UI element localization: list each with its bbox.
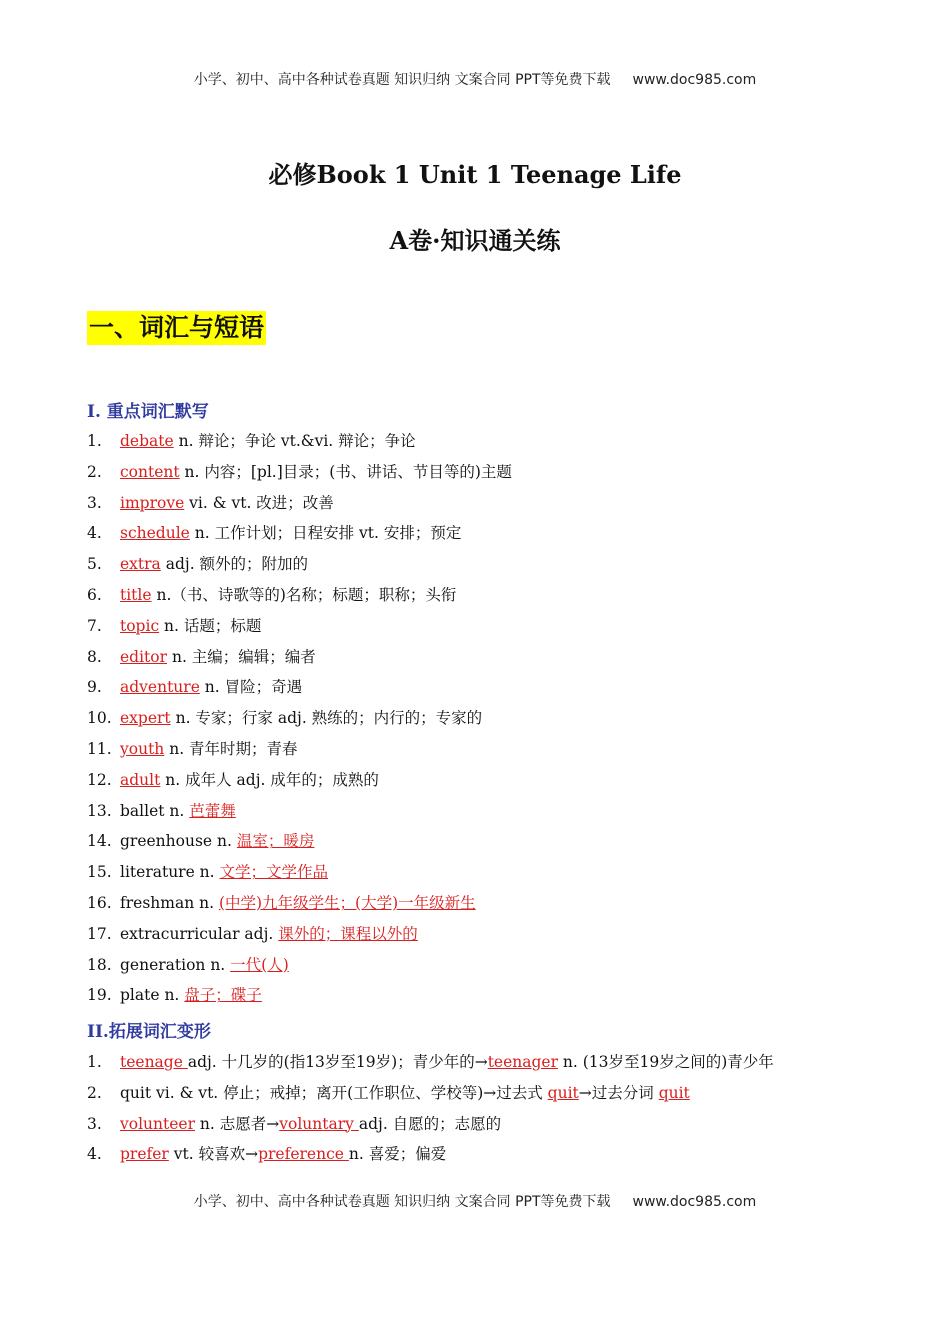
page-footer	[0, 1191, 950, 1211]
list-item	[87, 488, 512, 519]
page-header	[0, 69, 950, 89]
item-number: 8.	[87, 647, 102, 666]
item-text: n. (13岁至19岁之间的)青少年	[558, 1053, 774, 1071]
item-prompt: ballet n.	[120, 801, 190, 820]
list-item	[87, 518, 512, 549]
item-definition: n. 辩论；争论 vt.&vi. 辩论；争论	[173, 432, 416, 450]
item-text: vt. 较喜欢→	[168, 1145, 259, 1164]
item-number: 12.	[87, 770, 112, 789]
item-answer: improve	[120, 493, 185, 512]
item-definition: n. 专家；行家 adj. 熟练的；内行的；专家的	[170, 709, 483, 728]
item-number: 15.	[87, 863, 112, 882]
list-item	[87, 1139, 774, 1170]
part1-heading: I. 重点词汇默写	[87, 402, 209, 422]
item-definition: adj. 额外的；附加的	[160, 555, 309, 574]
item-definition: n. 冒险；奇遇	[199, 678, 303, 697]
list-item	[87, 734, 512, 765]
item-answer: editor	[120, 647, 168, 666]
item-answer: quit	[547, 1083, 579, 1102]
list-item	[87, 549, 512, 580]
item-number: 16.	[87, 893, 112, 912]
item-answer: topic	[120, 616, 160, 635]
item-answer: debate	[120, 432, 174, 450]
list-item	[87, 826, 512, 857]
section-heading: 一、词汇与短语	[87, 311, 266, 345]
item-answer: extra	[120, 555, 161, 574]
item-text: adj. 十几岁的(指13岁至19岁)；青少年的→	[187, 1053, 488, 1071]
page-subtitle: A卷·知识通关练	[389, 226, 561, 255]
list-item	[87, 888, 512, 919]
item-definition: n.（书、诗歌等的)名称；标题；职称；头衔	[151, 585, 457, 604]
item-definition: vi. & vt. 改进；改善	[184, 493, 334, 512]
item-number: 4.	[87, 524, 102, 543]
item-prompt: generation n.	[120, 955, 231, 974]
item-answer: volunteer	[120, 1114, 195, 1133]
item-answer: title	[120, 585, 152, 604]
part2-heading: II.拓展词汇变形	[87, 1022, 211, 1042]
item-number: 6.	[87, 585, 102, 604]
item-answer: preference	[258, 1145, 349, 1164]
item-prompt: freshman n.	[120, 893, 219, 912]
list-item	[87, 950, 512, 981]
item-answer: teenager	[487, 1053, 558, 1071]
item-answer: youth	[120, 739, 165, 758]
item-prompt: greenhouse n.	[120, 832, 237, 851]
item-number: 2.	[87, 462, 102, 481]
item-answer: 一代(人)	[230, 955, 289, 974]
item-definition: n. 青年时期；青春	[164, 739, 298, 758]
item-number: 9.	[87, 678, 102, 697]
list-item	[87, 765, 512, 796]
list-item	[87, 672, 512, 703]
item-number: 3.	[87, 493, 102, 512]
page-title: 必修Book 1 Unit 1 Teenage Life	[268, 160, 682, 189]
item-answer: 文学；文学作品	[219, 863, 329, 882]
header-text: 小学、初中、高中各种试卷真题 知识归纳 文案合同 PPT等免费下载	[193, 72, 611, 88]
list-item	[87, 426, 512, 457]
item-definition: n. 内容；[pl.]目录；(书、讲话、节目等的)主题	[179, 462, 512, 481]
item-number: 14.	[87, 832, 112, 851]
item-number: 7.	[87, 616, 102, 635]
item-number: 1.	[87, 432, 102, 450]
item-answer: prefer	[120, 1145, 169, 1164]
word-forms-list	[87, 1047, 774, 1170]
item-answer: 温室；暖房	[236, 832, 315, 851]
item-definition: n. 工作计划；日程安排 vt. 安排；预定	[189, 524, 462, 543]
item-number: 13.	[87, 801, 112, 820]
footer-url[interactable]: www.doc985.com	[632, 1194, 757, 1210]
list-item	[87, 796, 512, 827]
item-number: 17.	[87, 924, 112, 943]
item-number: 10.	[87, 709, 112, 728]
list-item	[87, 457, 512, 488]
item-answer: 盘子；碟子	[184, 986, 262, 1005]
list-item	[87, 642, 512, 673]
list-item	[87, 611, 512, 642]
item-text: quit vi. & vt. 停止；戒掉；离开(工作职位、学校等)→过去式	[120, 1083, 548, 1102]
item-definition: n. 成年人 adj. 成年的；成熟的	[160, 770, 379, 789]
item-text: adj. 自愿的；志愿的	[358, 1114, 502, 1133]
item-answer: schedule	[120, 524, 190, 543]
item-number: 5.	[87, 555, 102, 574]
header-url[interactable]: www.doc985.com	[632, 72, 757, 88]
item-answer: content	[120, 462, 180, 481]
list-item	[87, 1109, 774, 1140]
item-answer: 芭蕾舞	[189, 801, 236, 820]
item-prompt: extracurricular adj.	[120, 924, 279, 943]
item-number: 11.	[87, 739, 112, 758]
list-item	[87, 857, 512, 888]
item-number: 1.	[87, 1053, 102, 1071]
item-number: 19.	[87, 986, 112, 1005]
list-item	[87, 919, 512, 950]
item-answer: adult	[120, 770, 161, 789]
item-number: 3.	[87, 1114, 102, 1133]
item-answer: voluntary	[279, 1114, 359, 1133]
item-number: 4.	[87, 1145, 102, 1164]
item-prompt: literature n.	[120, 863, 220, 882]
item-answer: quit	[658, 1083, 690, 1102]
list-item	[87, 980, 512, 1011]
list-item	[87, 580, 512, 611]
item-number: 2.	[87, 1083, 102, 1102]
footer-text: 小学、初中、高中各种试卷真题 知识归纳 文案合同 PPT等免费下载	[193, 1194, 611, 1210]
item-text: n. 喜爱；偏爱	[348, 1145, 447, 1164]
item-definition: n. 话题；标题	[159, 616, 262, 635]
list-item	[87, 1047, 774, 1078]
item-text: →过去分词	[578, 1083, 659, 1102]
item-prompt: plate n.	[120, 986, 185, 1005]
list-item	[87, 1078, 774, 1109]
list-item	[87, 703, 512, 734]
item-answer: (中学)九年级学生；(大学)一年级新生	[218, 893, 476, 912]
item-definition: n. 主编；编辑；编者	[167, 647, 316, 666]
item-text: n. 志愿者→	[195, 1114, 280, 1133]
vocab-list	[87, 426, 512, 1011]
item-answer: 课外的；课程以外的	[278, 924, 418, 943]
item-number: 18.	[87, 955, 112, 974]
item-answer: teenage	[120, 1053, 188, 1071]
item-answer: adventure	[120, 678, 200, 697]
item-answer: expert	[120, 709, 171, 728]
